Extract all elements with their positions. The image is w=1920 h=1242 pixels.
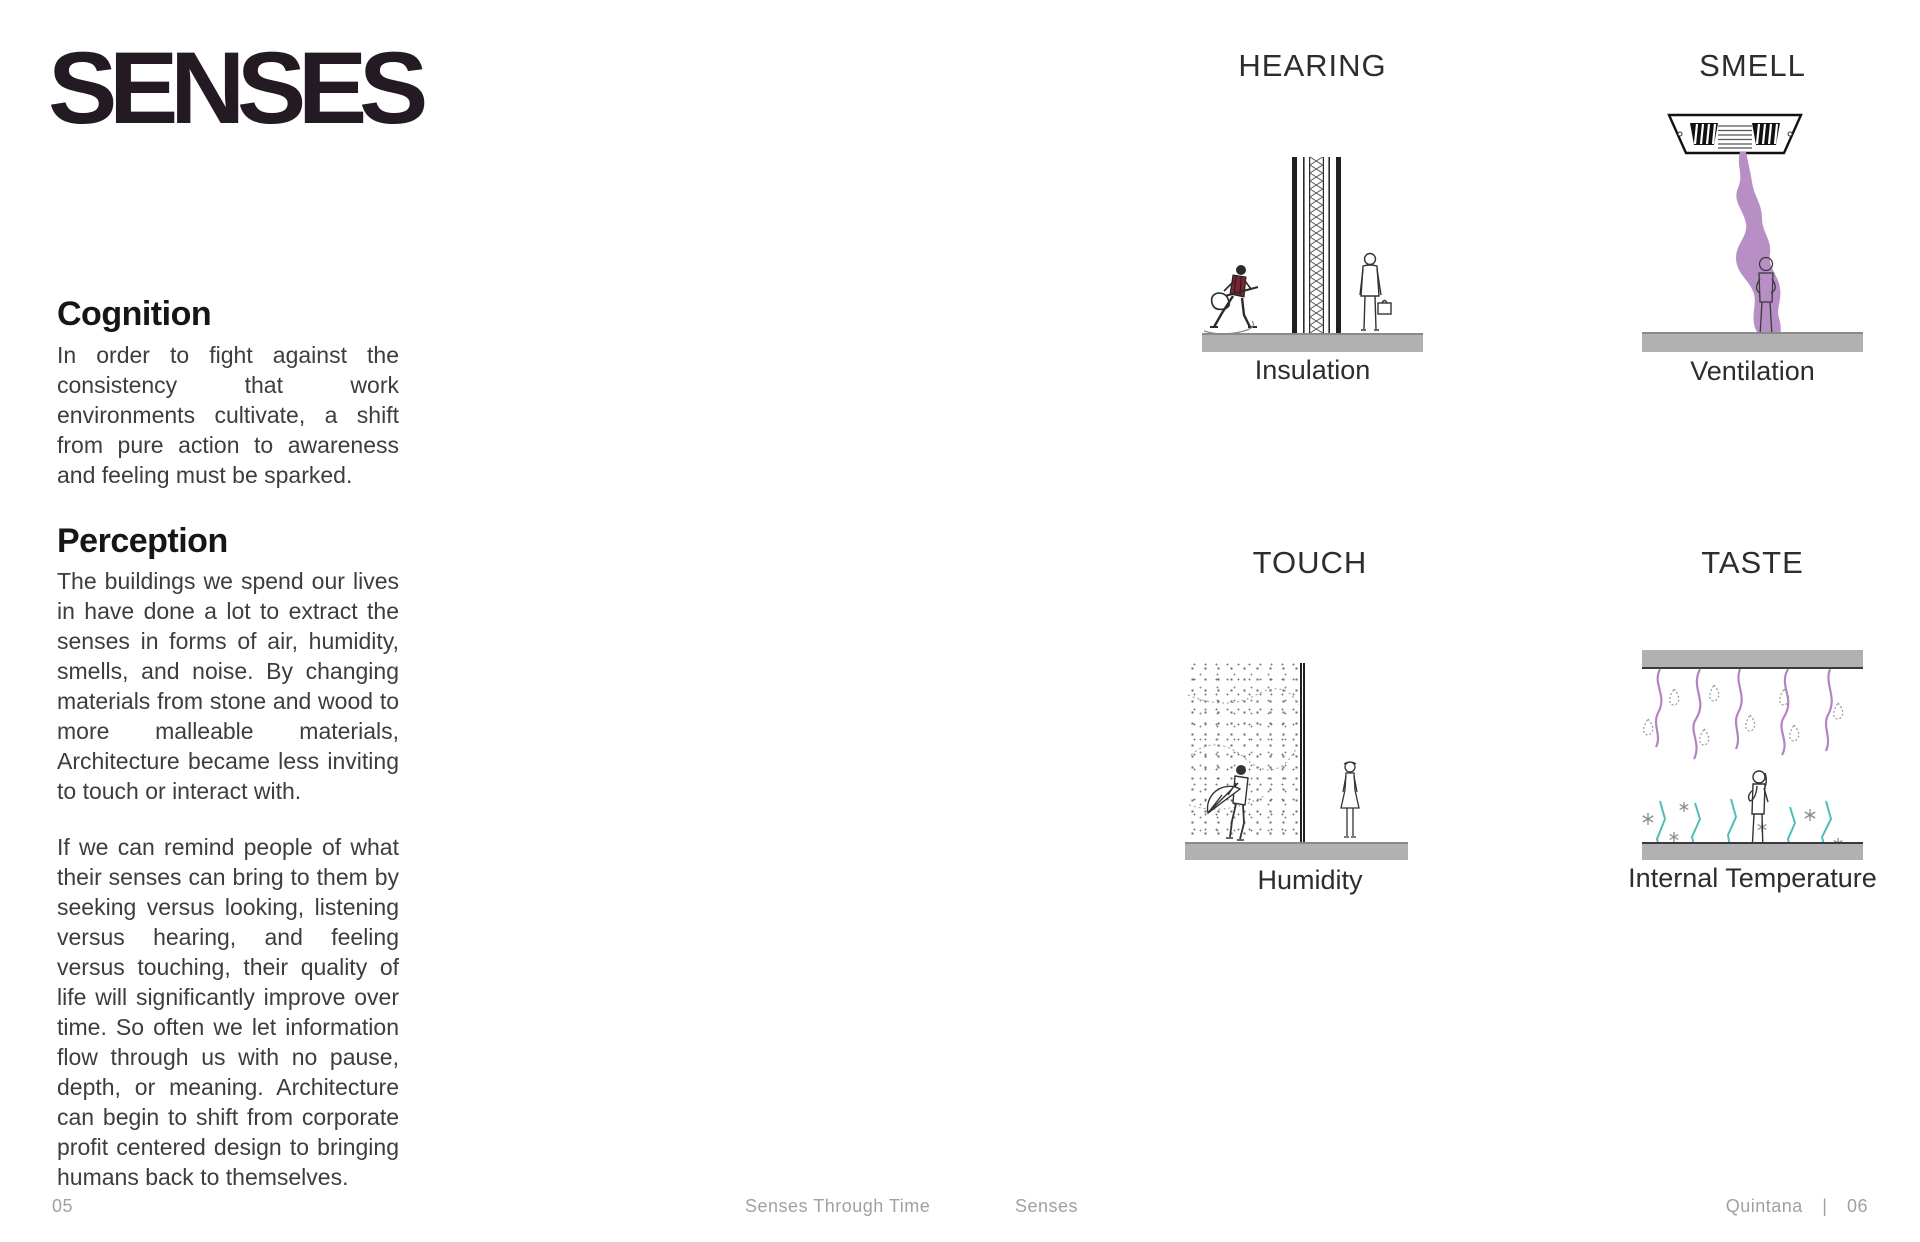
perception-paragraph-2: If we can remind people of what their senses can bring to them by seeking versus looking, listening versus hearing, and feeling versus touching, their quality of life will significantly improve over time. So often we let information flow through us with no pause, depth, or meaning. Architecture can begin to shift from corporate profit centered design to bringing humans back to themselves. xyxy=(57,834,399,1190)
footer-author-page xyxy=(1726,1196,1868,1217)
perception-paragraph-1: The buildings we spend our lives in have done a lot to extract the senses in forms of air, humidity, smells, and noise. By changing materials from stone and wood to more malleable materials, Architecture became less inviting to touch or interact with. xyxy=(57,568,399,804)
panel-smell xyxy=(1642,40,1863,400)
panel-taste-title: TASTE xyxy=(1701,545,1804,580)
panel-smell-caption: Ventilation xyxy=(1690,356,1815,386)
panel-taste-caption: Internal Temperature xyxy=(1628,863,1877,893)
guitarist-figure xyxy=(1200,261,1270,335)
section-heading-cognition: Cognition xyxy=(57,295,212,333)
footer-separator: | xyxy=(1822,1196,1828,1216)
ceiling-vent-illustration xyxy=(1668,112,1802,156)
page-title: SENSES xyxy=(48,31,421,146)
standing-man-figure xyxy=(1350,251,1395,335)
panel-taste xyxy=(1628,535,1877,905)
scent-plume-illustration xyxy=(1716,152,1816,344)
wall-section xyxy=(1300,663,1305,842)
cognition-paragraph: In order to fight against the consistency that work environments cultivate, a shift from pure action to awareness and feeling must be sparked. xyxy=(57,342,399,488)
footer-author: Quintana xyxy=(1725,1196,1803,1216)
ground-bar xyxy=(1642,332,1863,352)
panel-hearing xyxy=(1190,40,1435,400)
standing-woman-figure xyxy=(1335,760,1365,844)
footer-page-number-right: 06 xyxy=(1846,1196,1868,1216)
footer-page-number-left: 05 xyxy=(52,1196,74,1216)
footer-section-name: Senses xyxy=(1015,1196,1079,1216)
ground-bar xyxy=(1185,842,1408,860)
panel-hearing-caption: Insulation xyxy=(1254,355,1371,385)
panel-smell-title: SMELL xyxy=(1699,48,1806,83)
ground-bar xyxy=(1202,333,1423,352)
panel-touch xyxy=(1185,535,1435,905)
section-heading-perception: Perception xyxy=(57,522,228,560)
panel-touch-caption: Humidity xyxy=(1257,865,1363,895)
insulated-wall-illustration xyxy=(1292,157,1341,333)
footer-document-title: Senses Through Time xyxy=(745,1196,931,1216)
panel-touch-title: TOUCH xyxy=(1252,545,1368,580)
panel-hearing-title: HEARING xyxy=(1238,48,1387,83)
umbrella-person-figure xyxy=(1200,755,1270,845)
ground-bar xyxy=(1642,842,1863,860)
